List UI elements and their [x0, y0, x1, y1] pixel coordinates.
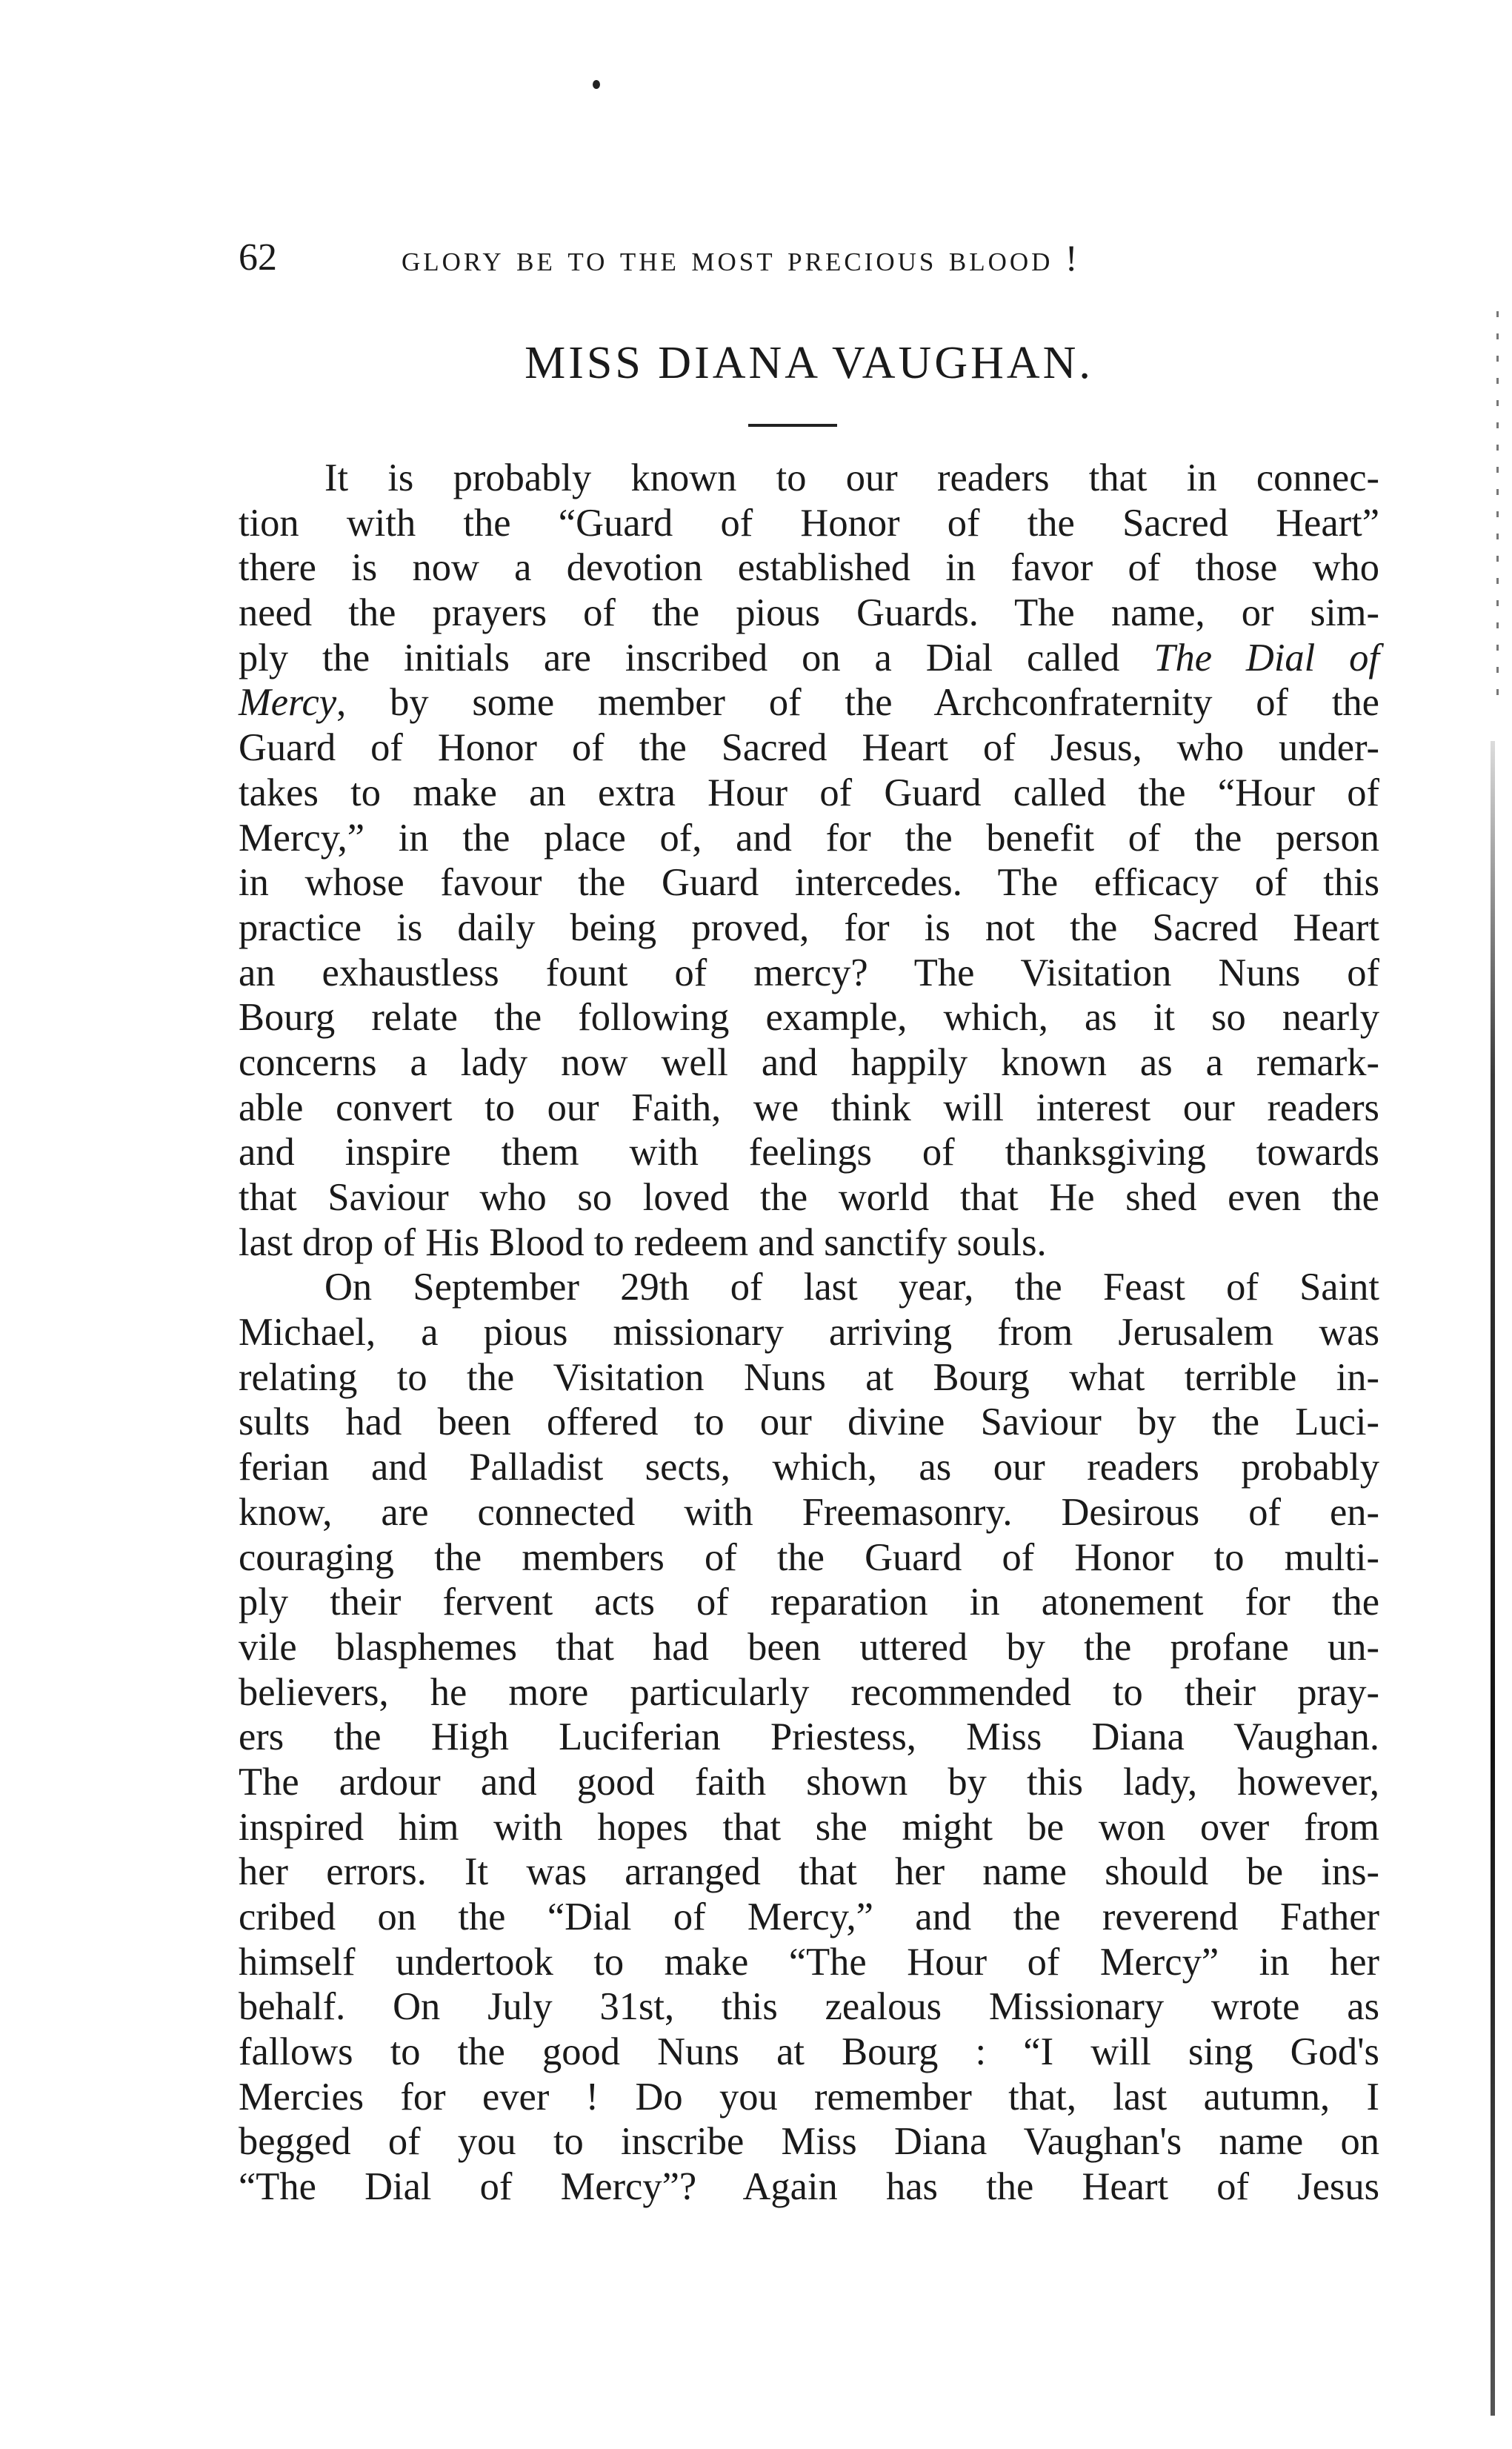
text-line: able convert to our Faith, we think will interest our readers	[239, 1086, 1379, 1129]
text-line: cribed on the “Dial of Mercy,” and the reverend Father	[239, 1895, 1379, 1938]
text-line: that Saviour who so loved the world that He shed even the	[239, 1176, 1379, 1219]
text-line: Guard of Honor of the Sacred Heart of Jesus, who under-	[239, 726, 1379, 770]
text-line: On September 29th of last year, the Feast of Saint	[324, 1266, 1379, 1309]
text-line: an exhaustless fount of mercy? The Visitation Nuns of	[239, 951, 1379, 994]
title-rule	[748, 424, 837, 427]
text-line: know, are connected with Freemasonry. Desirous of en-	[239, 1490, 1379, 1534]
text-line: last drop of His Blood to redeem and sanctify souls.	[239, 1220, 1047, 1264]
text-line: The ardour and good faith shown by this lady, however,	[239, 1760, 1379, 1804]
text-line: relating to the Visitation Nuns at Bourg what terrible in-	[239, 1355, 1379, 1399]
text-line: takes to make an extra Hour of Guard called the “Hour of	[239, 771, 1379, 814]
text-line: ply their fervent acts of reparation in atonement for the	[239, 1581, 1379, 1624]
text-line: “The Dial of Mercy”? Again has the Heart of Jesus	[239, 2165, 1379, 2209]
text-line: practice is daily being proved, for is not the Sacred Heart	[239, 906, 1379, 949]
text-line: behalf. On July 31st, this zealous Missionary wrote as	[239, 1985, 1379, 2029]
text-line: there is now a devotion established in favor of those who	[239, 546, 1379, 590]
text-line: her errors. It was arranged that her name should be ins-	[239, 1850, 1379, 1894]
text-line: and inspire them with feelings of thanksgiving towards	[239, 1131, 1379, 1174]
text-line: couraging the members of the Guard of Honor to multi-	[239, 1535, 1379, 1579]
text-line: begged of you to inscribe Miss Diana Vaughan's name on	[239, 2120, 1379, 2164]
text-line: Bourg relate the following example, which, as it so nearly	[239, 996, 1379, 1040]
text-line: It is probably known to our readers that in connec-	[324, 456, 1379, 499]
text-line: vile blasphemes that had been uttered by the profane un-	[239, 1625, 1379, 1669]
text-line: sults had been offered to our divine Saviour by the Luci-	[239, 1400, 1379, 1444]
text-line: in whose favour the Guard intercedes. The efficacy of this	[239, 861, 1379, 905]
running-head	[239, 236, 1290, 280]
text-line: tion with the “Guard of Honor of the Sacred Heart”	[239, 501, 1379, 545]
article-body	[239, 456, 1379, 2210]
page-number: 62	[239, 236, 277, 279]
text-line: need the prayers of the pious Guards. The name, or sim-	[239, 591, 1379, 635]
text-line: Mercy,” in the place of, and for the benefit of the person	[239, 816, 1379, 860]
text-line: fallows to the good Nuns at Bourg : “I will sing God's	[239, 2030, 1379, 2074]
running-head-title: glory be to the most precious blood !	[402, 237, 1081, 279]
text-line: Mercy, by some member of the Archconfraternity of the	[239, 681, 1379, 725]
text-line: believers, he more particularly recommended to their pray-	[239, 1670, 1379, 1714]
text-line: concerns a lady now well and happily known as a remark-	[239, 1040, 1379, 1084]
text-line: ferian and Palladist sects, which, as our readers probably	[239, 1446, 1379, 1489]
text-line: Mercies for ever ! Do you remember that, last autumn, I	[239, 2075, 1379, 2119]
text-line: ply the initials are inscribed on a Dial called The Dial of	[239, 636, 1379, 679]
text-line: himself undertook to make “The Hour of Mercy” in her	[239, 1940, 1379, 1984]
binding-stitch-marks	[1496, 311, 1499, 697]
text-line: Michael, a pious missionary arriving from Jerusalem was	[239, 1311, 1379, 1355]
page-edge-shadow	[1491, 741, 1495, 2416]
text-line: ers the High Luciferian Priestess, Miss Diana Vaughan.	[239, 1715, 1379, 1759]
ink-speck	[593, 80, 600, 89]
text-line: inspired him with hopes that she might be won over from	[239, 1805, 1379, 1849]
article-title: MISS DIANA VAUGHAN.	[524, 338, 1093, 388]
